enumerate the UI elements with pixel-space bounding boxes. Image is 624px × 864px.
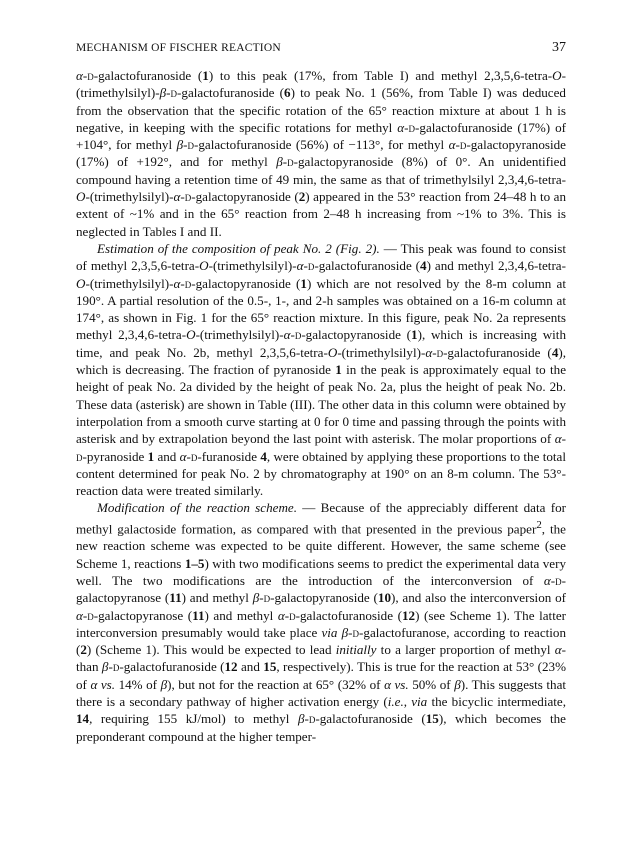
running-head: MECHANISM OF FISCHER REACTION xyxy=(76,42,281,54)
body-text xyxy=(76,67,566,745)
page-header xyxy=(76,40,566,56)
paragraph-reaction-scheme: Modification of the reaction scheme. — Because of the appreciably different data for methyl galactoside formation, as compared with that presented in the previous paper$^2$, the new reaction scheme was expected to be quite different. However, the same scheme (see Scheme 1, reactions 1–5) with two modifications seems to predict the experimental data very well. The two modifications are the introduction of the interconversion of α-d-galactopyranose (11) and methyl β-d-galactopyranoside (10), and also the interconversion of α-d-galactopyranose (11) and methyl α-d-galactofuranoside (12) (see Scheme 1). The latter interconversion presumably would take place via β-d-galactofuranose, according to reaction (2) (Scheme 1). This would be expected to lead initially to a larger proportion of methyl α- than β-d-galactofuranoside (12 and 15, respectively). This is true for the reaction at 53° (23% of α vs. 14% of β), but not for the reaction at 65° (32% of α vs. 50% of β). This suggests that there is a secondary pathway of higher activation energy (i.e., via the bicyclic intermediate, 14, requiring 155 kJ/mol) to methyl β-d-galactofuranoside (15), which becomes the preponderant compound at the higher temper- xyxy=(76,500,567,744)
page-number: 37 xyxy=(552,40,566,55)
paragraph-continued: α-d-galactofuranoside (1) to this peak (17%, from Table I) and methyl 2,3,5,6-tetra-O-(trimethylsilyl)-β-d-galactofuranoside (6) to peak No. 1 (56%, from Table I) was deduced from the observation that the specific rotation of the 65° reaction mixture at about 1 h is negative, in keeping with the specific rotations for methyl α-d-galactofuranoside (17%) of +104°, for methyl β-d-galactofuranoside (56%) of −113°, for methyl α-d-galactopyranoside (17%) of +192°, and for methyl β-d-galactopyranoside (8%) of 0°. An unidentified compound having a retention time of 49 min, the same as that of trimethylsilyl 2,3,4,6-tetra-O-(trimethylsilyl)-α-d-galactopyranoside (2) appeared in the 53° reaction from 24–48 h to an extent of ~1% and in the 65° reaction from 2–48 h increasing from ~1% to 3%. This is neglected in Tables I and II. xyxy=(76,68,567,239)
paragraph-peak-composition: Estimation of the composition of peak No. 2 (Fig. 2). — This peak was found to consist of methyl 2,3,5,6-tetra-O-(trimethylsilyl)-α-d-galactofuranoside (4) and methyl 2,3,4,6-tetra-O-(trimethylsilyl)-α-d-galactopyranoside (1) which are not resolved by the 8-m column at 190°. A partial resolution of the 0.5-, 1-, and 2-h samples was obtained on a 16-m column at 174°, as shown in Fig. 1 for the 65° reaction mixture. In this figure, peak No. 2a represents methyl 2,3,4,6-tetra-O-(trimethylsilyl)-α-d-galactopyranoside (1), which is increasing with time, and peak No. 2b, methyl 2,3,5,6-tetra-O-(trimethylsilyl)-α-d-galactofuranoside (4), which is decreasing. The fraction of pyranoside 1 in the peak is approximately equal to the height of peak No. 2a divided by the height of peak No. 2a, plus the height of peak No. 2b. These data (asterisk) are shown in Table (III). The other data in this column were obtained by interpolation from a smooth curve starting at 0 for 0 time and passing through the points with asterisk and by extrapolation beyond the last point with asterisk. The molar proportions of α-d-pyranoside 1 and α-d-furanoside 4, were obtained by applying these proportions to the total content determined for peak No. 2 by chromatography at 190° on an 8-m column. The 53°-reaction data were treated similarly. xyxy=(76,240,567,499)
